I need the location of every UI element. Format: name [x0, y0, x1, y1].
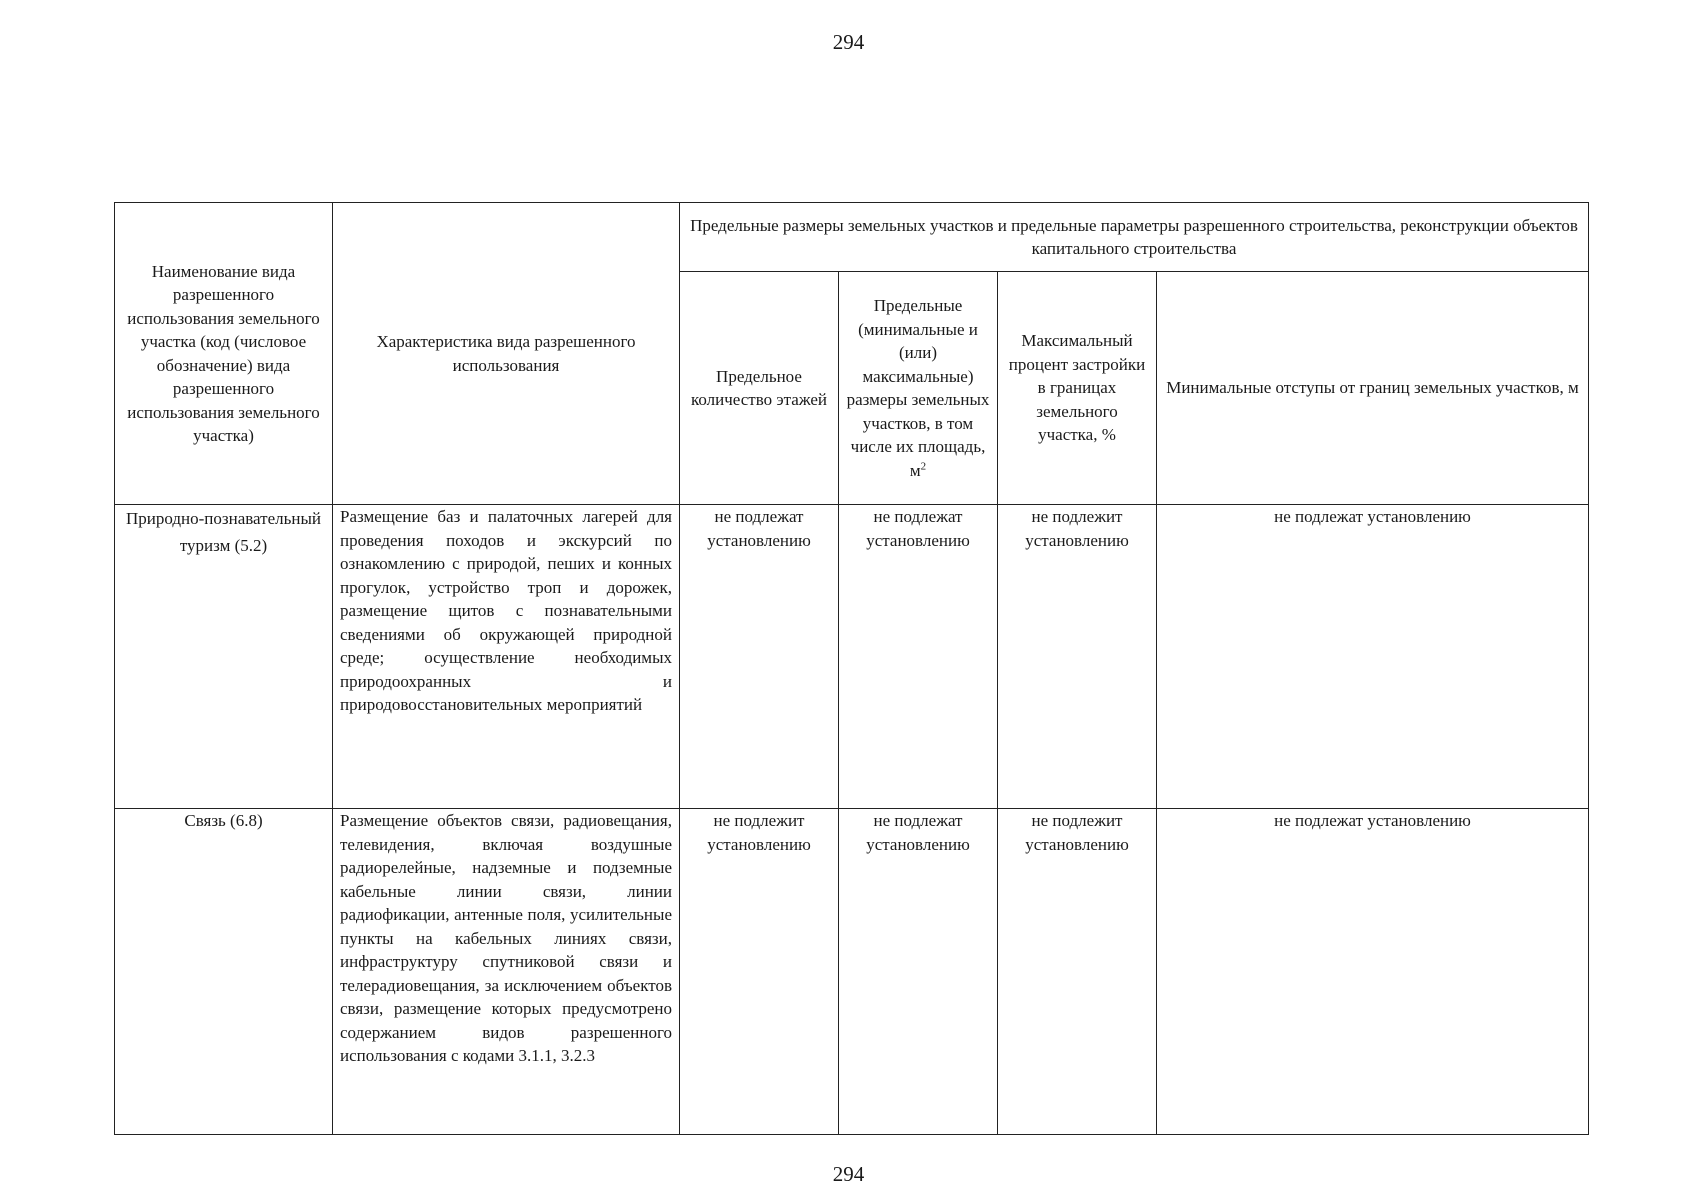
zoning-regulations-table [114, 202, 1589, 1135]
row-coverage: не подлежит установлению [998, 505, 1157, 809]
row-use-name: Связь (6.8) [115, 809, 333, 1135]
row-plot-size: не подлежат установлению [839, 809, 998, 1135]
header-setbacks: Минимальные отступы от границ земельных участков, м [1157, 272, 1589, 505]
row-setbacks: не подлежат установлению [1157, 809, 1589, 1135]
row-floors: не подлежит установлению [680, 809, 839, 1135]
row-use-characteristic: Размещение баз и палаточных лагерей для проведения походов и экскурсий по ознакомлению с природой, пеших и конных прогулок, устройство троп и дорожек, размещение щитов с познавательными сведениями об окружающей природной среде; осуществление необходимых природоохранных и природовосстановительных мероприятий [333, 505, 680, 809]
table-row [115, 809, 1589, 1135]
header-plot-size-unit-sup: 2 [920, 459, 927, 472]
row-use-characteristic: Размещение объектов связи, радиовещания, телевидения, включая воздушные радиорелейные, надземные и подземные кабельные линии связи, линии радиофикации, антенные поля, усилительные пункты на кабельных линиях связи, инфраструктуру спутниковой связи и телерадиовещания, за исключением объектов связи, размещение которых предусмотрено содержанием видов разрешенного использования с кодами 3.1.1, 3.2.3 [333, 809, 680, 1135]
header-use-characteristic: Характеристика вида разрешенного использования [333, 203, 680, 505]
page-number-bottom: 294 [832, 1162, 865, 1186]
header-plot-size-text: Предельные (минимальные и (или) максимальные) размеры земельных участков, в том числе их площадь, м [846, 296, 990, 480]
row-floors: не подлежат установлению [680, 505, 839, 809]
row-use-name: Природно-познавательный туризм (5.2) [115, 505, 333, 809]
header-permitted-use-name: Наименование вида разрешенного использования земельного участка (код (числовое обозначение) вида разрешенного использования земельного участка) [115, 203, 333, 505]
header-limits-group: Предельные размеры земельных участков и предельные параметры разрешенного строительства, реконструкции объектов капитального строительства [680, 203, 1589, 272]
row-setbacks: не подлежат установлению [1157, 505, 1589, 809]
row-coverage: не подлежит установлению [998, 809, 1157, 1135]
row-plot-size: не подлежат установлению [839, 505, 998, 809]
table-header-row [115, 203, 1589, 272]
page-number-top: 294 [832, 30, 865, 54]
header-coverage: Максимальный процент застройки в границах земельного участка, % [998, 272, 1157, 505]
header-plot-size [839, 272, 998, 505]
table-row [115, 505, 1589, 809]
header-floors: Предельное количество этажей [680, 272, 839, 505]
